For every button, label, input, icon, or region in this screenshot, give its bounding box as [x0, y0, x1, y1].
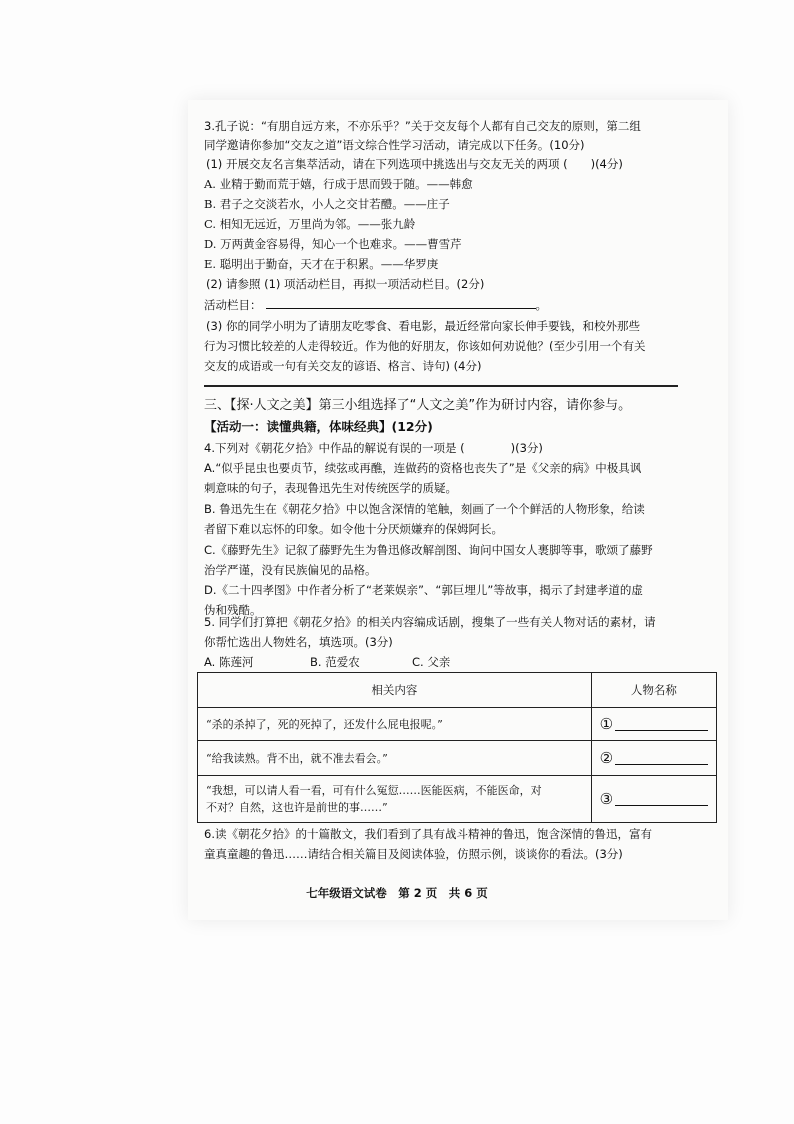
q3-stem-line-1: 3.孔子说：“有朋自远方来，不亦乐乎？”关于交友每个人都有自己交友的原则，第二组 — [204, 119, 641, 133]
activity-column-row — [204, 297, 547, 313]
q3-option-d: D. 万两黄金容易得，知心一个也难求。——曹雪芹 — [204, 237, 462, 251]
section-divider — [204, 385, 678, 387]
q5-choice-b: B. 范爱农 — [310, 655, 360, 669]
q4-line-4: 者留下难以忘怀的印象。如令他十分厌烦嫌弃的保姆阿长。 — [204, 522, 503, 536]
table-header-content: 相关内容 — [198, 673, 592, 708]
row3-answer-blank[interactable] — [615, 793, 708, 806]
q4-line-2: 刺意味的句子，表现鲁迅先生对传统医学的质疑。 — [204, 481, 457, 495]
q3-sub3-line-2: 行为习惯比较差的人走得较近。作为他的好朋友，你该如何劝说他？(至少引用一个有关 — [204, 339, 646, 353]
activity-column-label: 活动栏目： — [204, 298, 262, 312]
q3-sub2: (2) 请参照 (1) 项活动栏目，再拟一项活动栏目。(2分) — [206, 277, 485, 291]
dialogue-table — [197, 672, 717, 823]
q6-line-1: 6.读《朝花夕拾》的十篇散文，我们看到了具有战斗精神的鲁迅，饱含深情的鲁迅，富有 — [204, 827, 652, 841]
q5-choice-c: C. 父亲 — [412, 655, 451, 669]
page-footer: 七年级语文试卷 第 2 页 共 6 页 — [306, 886, 488, 900]
q4-line-1: A.“似乎昆虫也要贞节，续弦或再醮，连做药的资格也丧失了”是《父亲的病》中极具讽 — [204, 461, 642, 475]
table-row — [198, 708, 717, 741]
row3-content-line-2: 不对？自然，这也许是前世的事……” — [206, 801, 388, 814]
q4-stem: 4.下列对《朝花夕拾》中作品的解说有误的一项是 ( )(3分) — [204, 441, 543, 455]
table-row — [198, 776, 717, 823]
activity-column-blank[interactable] — [266, 297, 536, 309]
row2-answer-blank[interactable] — [615, 752, 708, 765]
q6-line-2: 童真童趣的鲁迅……请结合相关篇目及阅读体验，仿照示例，谈谈你的看法。(3分) — [204, 847, 623, 861]
q3-stem-line-2: 同学邀请你参加“交友之道”语文综合性学习活动，请完成以下任务。(10分) — [204, 138, 585, 152]
activity-one-heading: 【活动一：读懂典籍，体味经典】(12分) — [204, 419, 433, 434]
table-header-row — [198, 673, 717, 708]
q4-line-8: 伪和残酷。 — [204, 603, 262, 617]
q4-line-6: 治学严谨，没有民族偏见的品格。 — [204, 563, 377, 577]
q3-sub3-line-3: 交友的成语或一句有关交友的谚语、格言、诗句) (4分) — [204, 359, 482, 373]
q4-line-3: B. 鲁迅先生在《朝花夕拾》中以饱含深情的笔触，刻画了一个个鲜活的人物形象，给读 — [204, 502, 645, 516]
q5-line-2: 你帮忙选出人物姓名，填选项。(3分) — [204, 635, 393, 649]
q5-line-1: 5. 同学们打算把《朝花夕拾》的相关内容编成话剧，搜集了一些有关人物对话的素材，请 — [204, 615, 656, 629]
row3-marker: ③ — [599, 790, 614, 808]
q3-option-e: E. 聪明出于勤奋，天才在于积累。——华罗庚 — [204, 257, 439, 271]
section3-heading: 三、【探·人文之美】第三小组选择了“人文之美”作为研讨内容，请你参与。 — [204, 398, 632, 413]
row1-answer-blank[interactable] — [615, 718, 708, 731]
q5-choice-a: A. 陈莲河 — [204, 655, 254, 669]
q3-option-c: C. 相知无远近，万里尚为邻。——张九龄 — [204, 217, 416, 231]
row3-content — [198, 776, 592, 823]
table-header-character: 人物名称 — [591, 673, 716, 708]
row3-answer-cell[interactable] — [591, 776, 716, 823]
q3-option-b: B. 君子之交淡若水，小人之交甘若醴。——庄子 — [204, 197, 450, 211]
row1-marker: ① — [599, 715, 614, 733]
q4-line-5: C.《藤野先生》记叙了藤野先生为鲁迅修改解剖图、询问中国女人裹脚等事，歌颂了藤野 — [204, 543, 653, 557]
row1-content: “杀的杀掉了，死的死掉了，还发什么屁电报呢。” — [198, 708, 592, 741]
q4-line-7: D.《二十四孝图》中作者分析了“老莱娱亲”、“郭巨埋儿”等故事，揭示了封建孝道的虚 — [204, 583, 643, 597]
q3-sub3-line-1: (3) 你的同学小明为了请朋友吃零食、看电影，最近经常向家长伸手要钱，和校外那些 — [206, 319, 640, 333]
row2-marker: ② — [599, 749, 614, 767]
q3-sub1: (1) 开展交友名言集萃活动，请在下列选项中挑选出与交友无关的两项 ( )(4分) — [206, 157, 623, 171]
table-row — [198, 741, 717, 776]
activity-column-end: 。 — [535, 298, 547, 312]
row2-answer-cell[interactable] — [591, 741, 716, 776]
row3-content-line-1: “我想，可以请人看一看，可有什么冤愆……医能医病，不能医命，对 — [206, 784, 542, 797]
q3-option-a: A. 业精于勤而荒于嬉，行成于思而毁于随。——韩愈 — [204, 177, 473, 191]
row2-content: “给我读熟。背不出，就不准去看会。” — [198, 741, 592, 776]
row1-answer-cell[interactable] — [591, 708, 716, 741]
